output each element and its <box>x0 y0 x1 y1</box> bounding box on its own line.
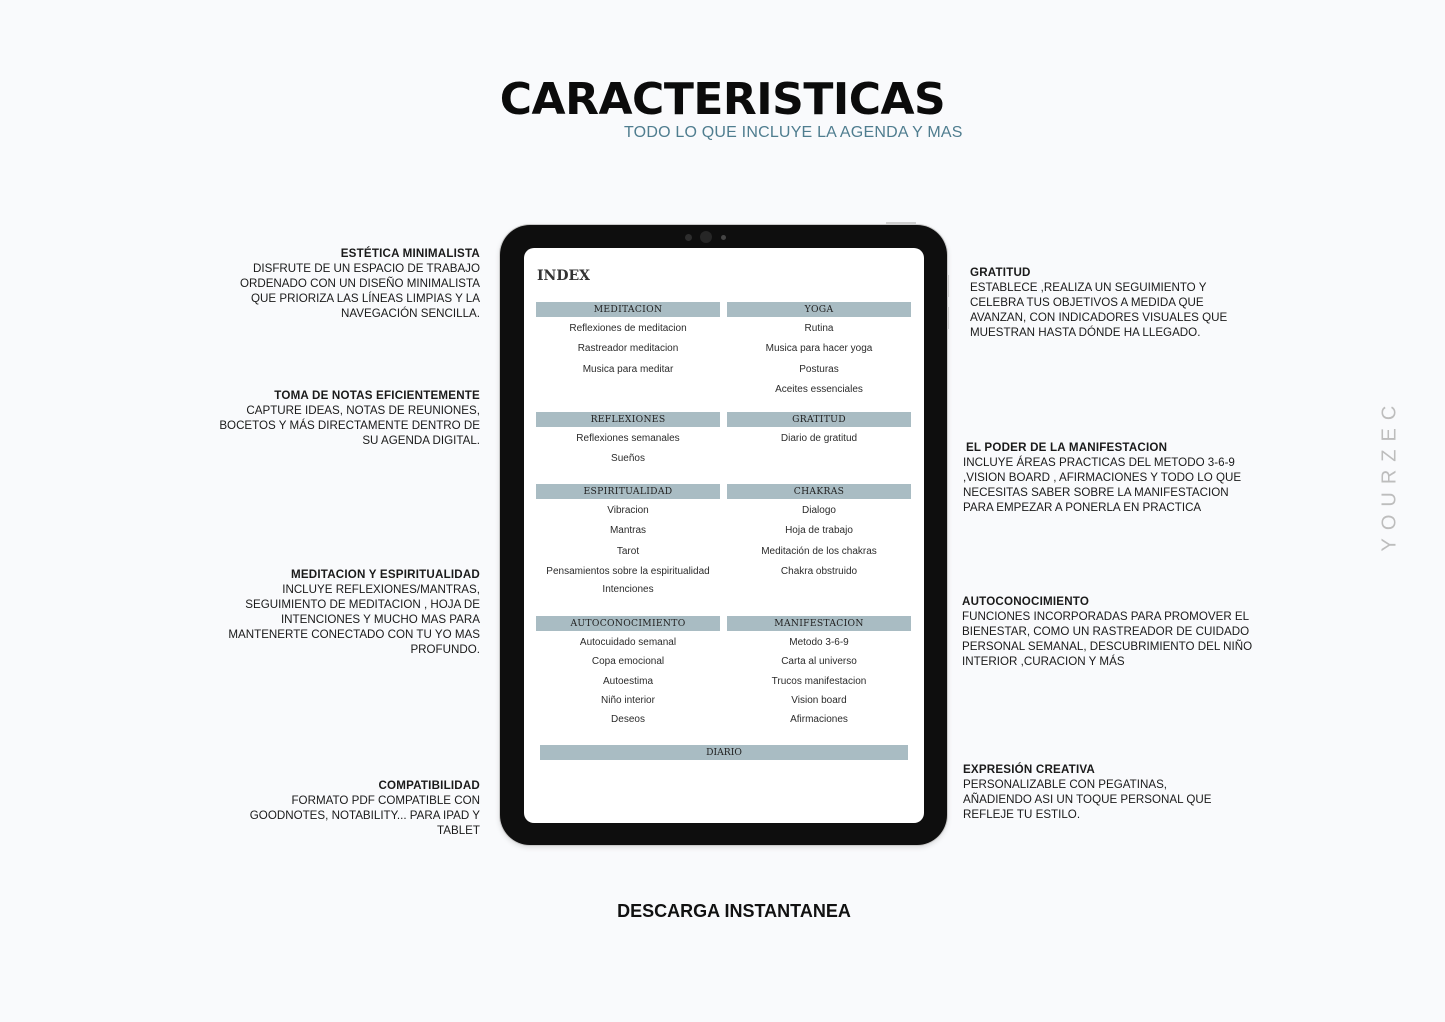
index-link[interactable]: Copa emocional <box>591 656 665 668</box>
index-link[interactable]: Meditación de los chakras <box>761 545 877 557</box>
feature-heading: ESTÉTICA MINIMALISTA <box>340 247 480 260</box>
feature-notes <box>180 388 480 448</box>
index-link[interactable]: Metodo 3-6-9 <box>789 637 849 648</box>
tablet-screen <box>524 248 924 823</box>
feature-heading: EXPRESIÓN CREATIVA <box>963 763 1096 776</box>
feature-heading: MEDITACION Y ESPIRITUALIDAD <box>291 568 480 581</box>
index-link[interactable]: Trucos manifestacion <box>771 675 867 687</box>
feature-body: INCLUYE ÁREAS PRACTICAS DEL METODO 3-6-9 ,VISION BOARD , AFIRMACIONES Y TODO LO QUE NECESITAS SABER SOBRE LA MANIFESTACION PARA EMPEZAR A PONERLA EN PRACTICA <box>963 456 1242 514</box>
index-link[interactable]: Diario de gratitud <box>780 433 858 444</box>
index-link[interactable]: Dialogo <box>802 505 836 516</box>
index-section-espiritualidad[interactable] <box>536 484 720 598</box>
index-link[interactable]: Aceites essenciales <box>775 383 863 395</box>
feature-compatibility <box>180 778 480 838</box>
index-link[interactable]: Hoja de trabajo <box>785 525 853 537</box>
index-link[interactable]: Tarot <box>616 545 640 557</box>
section-header[interactable]: YOGA <box>727 302 911 317</box>
index-title: INDEX <box>537 268 591 284</box>
section-header[interactable]: ESPIRITUALIDAD <box>536 484 720 499</box>
index-link[interactable]: Vision board <box>791 694 847 706</box>
index-section-yoga[interactable] <box>727 302 911 400</box>
index-link[interactable]: Posturas <box>799 363 839 375</box>
feature-minimalist <box>180 246 480 321</box>
feature-body: FORMATO PDF COMPATIBLE CON GOODNOTES, NOTABILITY... PARA IPAD Y TABLET <box>249 794 480 837</box>
index-link[interactable]: Rutina <box>804 323 834 334</box>
index-section-meditacion[interactable] <box>536 302 720 380</box>
index-link[interactable]: Sueños <box>611 453 645 465</box>
section-header[interactable]: MANIFESTACION <box>727 616 911 631</box>
page-subtitle: TODO LO QUE INCLUYE LA AGENDA Y MAS <box>624 124 963 141</box>
feature-heading: EL PODER DE LA MANIFESTACION <box>966 441 1168 454</box>
section-header[interactable]: AUTOCONOCIMIENTO <box>536 616 720 631</box>
feature-body: DISFRUTE DE UN ESPACIO DE TRABAJO ORDENADO CON UN DISEÑO MINIMALISTA QUE PRIORIZA LAS LÍNEAS LIMPIAS Y LA NAVEGACIÓN SENCILLA. <box>239 262 480 320</box>
index-link[interactable]: Carta al universo <box>781 656 857 668</box>
feature-body: PERSONALIZABLE CON PEGATINAS, AÑADIENDO ASI UN TOQUE PERSONAL QUE REFLEJE TU ESTILO. <box>963 778 1212 821</box>
tablet-volume-down <box>947 307 949 329</box>
feature-creative <box>963 762 1263 822</box>
section-header[interactable]: CHAKRAS <box>727 484 911 499</box>
index-link[interactable]: Rastreador meditacion <box>577 343 679 355</box>
feature-heading: COMPATIBILIDAD <box>378 779 480 792</box>
index-link[interactable]: Pensamientos sobre la espiritualidad <box>546 565 710 577</box>
section-header[interactable]: GRATITUD <box>727 412 911 427</box>
index-link[interactable]: Reflexiones de meditacion <box>569 323 687 334</box>
index-section-manifestacion[interactable] <box>727 616 911 729</box>
feature-manifestation <box>963 440 1283 515</box>
tablet-top-button <box>886 222 916 224</box>
feature-body: CAPTURE IDEAS, NOTAS DE REUNIONES, BOCETOS Y MÁS DIRECTAMENTE DENTRO DE SU AGENDA DIGITAL. <box>219 404 480 447</box>
feature-self-knowledge <box>962 594 1282 669</box>
feature-heading: AUTOCONOCIMIENTO <box>962 595 1090 608</box>
light-sensor-icon <box>721 235 726 240</box>
index-section-autoconocimiento[interactable] <box>536 616 720 729</box>
index-link[interactable]: Intenciones <box>602 584 654 596</box>
index-link[interactable]: Musica para hacer yoga <box>765 343 873 355</box>
tablet-mockup <box>500 225 947 845</box>
feature-body: ESTABLECE ,REALIZA UN SEGUIMIENTO Y CELEBRA TUS OBJETIVOS A MEDIDA QUE AVANZAN, CON INDICADORES VISUALES QUE MUESTRAN HASTA DÓNDE HA LLEGADO. <box>970 281 1228 339</box>
section-header[interactable]: REFLEXIONES <box>536 412 720 427</box>
index-link[interactable]: Musica para meditar <box>582 363 674 375</box>
feature-heading: TOMA DE NOTAS EFICIENTEMENTE <box>274 389 480 402</box>
index-link[interactable]: Reflexiones semanales <box>576 433 680 444</box>
sensor-icon <box>685 234 692 241</box>
feature-body: FUNCIONES INCORPORADAS PARA PROMOVER EL BIENESTAR, COMO UN RASTREADOR DE CUIDADO PERSONAL SEMANAL, DESCUBRIMIENTO DEL NIÑO INTERIOR ,CURACION Y MÁS <box>962 610 1253 668</box>
index-link[interactable]: Chakra obstruido <box>780 565 858 577</box>
index-section-gratitud[interactable] <box>727 412 911 449</box>
page-title: CARACTERISTICAS <box>499 74 946 125</box>
index-section-chakras[interactable] <box>727 484 911 582</box>
camera-icon <box>700 231 712 243</box>
feature-body: INCLUYE REFLEXIONES/MANTRAS, SEGUIMIENTO DE MEDITACION , HOJA DE INTENCIONES Y MUCHO MAS PARA MANTENERTE CONECTADO CON TU YO MAS PROFUNDO. <box>228 583 480 656</box>
index-link[interactable]: Afirmaciones <box>790 714 848 726</box>
feature-heading: GRATITUD <box>970 266 1031 279</box>
index-link[interactable]: Niño interior <box>601 694 655 706</box>
feature-gratitude <box>970 265 1270 340</box>
index-link[interactable]: Autoestima <box>602 675 654 687</box>
tablet-volume-up <box>947 275 949 297</box>
instant-download-label: DESCARGA INSTANTANEA <box>617 901 851 921</box>
section-header[interactable]: MEDITACION <box>536 302 720 317</box>
feature-meditation <box>180 567 480 657</box>
index-link[interactable]: Vibracion <box>607 505 649 516</box>
brand-watermark: YOURZEC <box>1378 397 1401 552</box>
index-link[interactable]: Autocuidado semanal <box>579 637 677 648</box>
index-link[interactable]: Mantras <box>609 525 647 537</box>
index-section-reflexiones[interactable] <box>536 412 720 470</box>
index-section-diario[interactable]: DIARIO <box>540 745 908 760</box>
index-link[interactable]: Deseos <box>611 714 645 726</box>
